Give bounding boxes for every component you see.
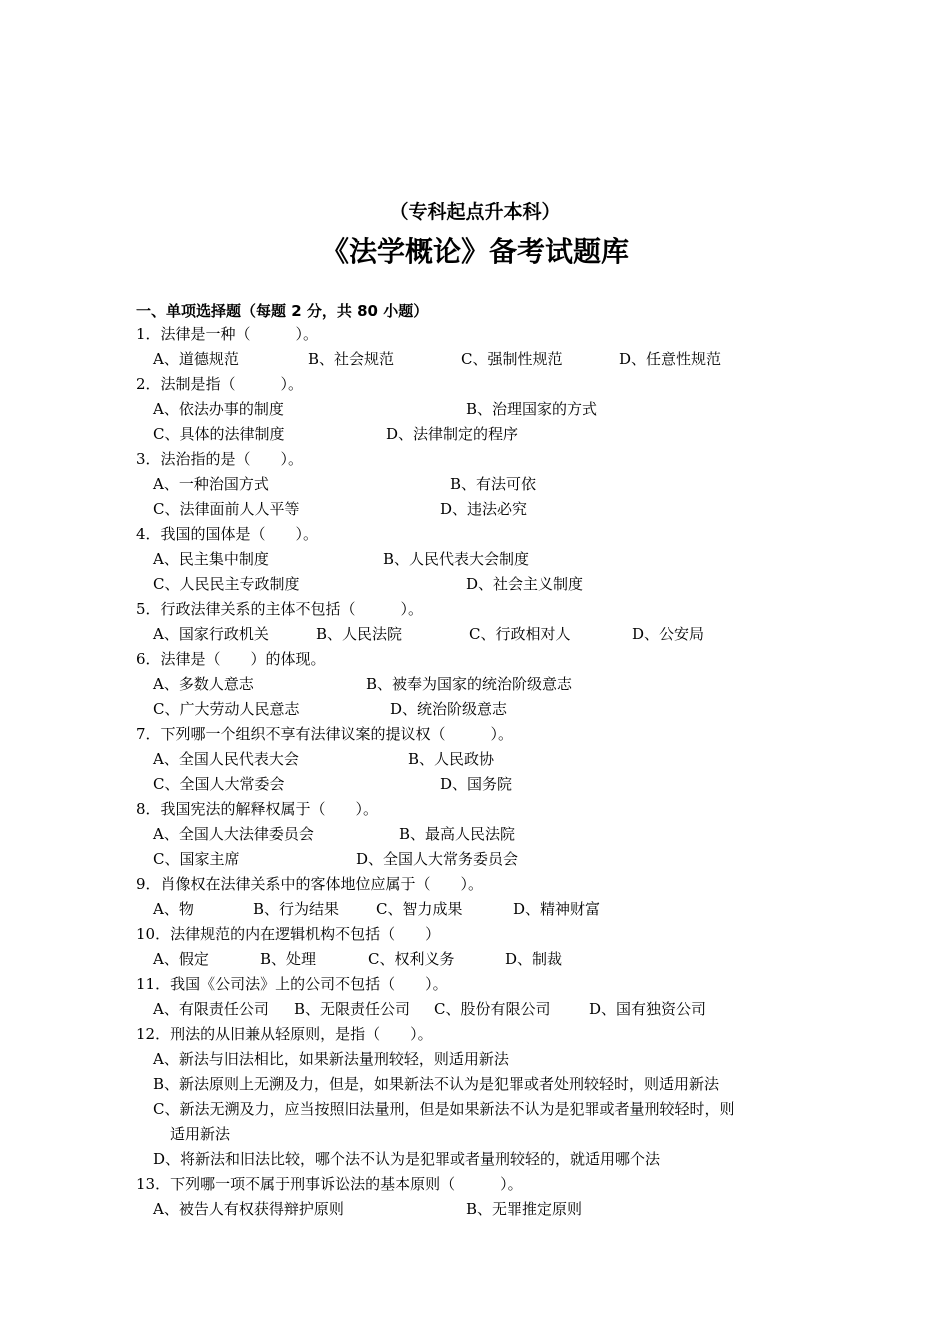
- question-stem: 11．我国《公司法》上的公司不包括（ ）。: [136, 975, 448, 993]
- options-row: [136, 747, 826, 772]
- options-row: [136, 772, 826, 797]
- options-row: [136, 1197, 826, 1222]
- question-stem: 6．法律是（ ）的体现。: [136, 650, 326, 668]
- option-d: D、法律制定的程序: [386, 425, 519, 443]
- option-c: C、具体的法律制度: [153, 425, 285, 443]
- option-c: C、行政相对人: [469, 625, 571, 643]
- option-d: D、国务院: [440, 775, 513, 793]
- options-row: [136, 397, 826, 422]
- option-c: C、国家主席: [153, 850, 240, 868]
- option-a: A、假定: [153, 950, 209, 968]
- option-b: B、新法原则上无溯及力，但是，如果新法不认为是犯罪或者处刑较轻时，则适用新法: [153, 1075, 720, 1093]
- option-a: A、民主集中制度: [153, 550, 269, 568]
- options-row: [136, 897, 826, 922]
- question-stem: 4．我国的国体是（ ）。: [136, 525, 319, 543]
- option-d: D、任意性规范: [619, 350, 722, 368]
- option-b: B、人民政协: [408, 750, 495, 768]
- option-d: D、违法必究: [440, 500, 528, 518]
- options-row: [136, 697, 826, 722]
- section-heading: 一、单项选择题（每题 2 分，共 80 小题）: [136, 302, 429, 320]
- option-d: D、统治阶级意志: [390, 700, 508, 718]
- option-a: A、多数人意志: [153, 675, 254, 693]
- question-stem: 13．下列哪一项不属于刑事诉讼法的基本原则（ ）。: [136, 1175, 523, 1193]
- option-d: D、精神财富: [513, 900, 601, 918]
- option-a: A、有限责任公司: [153, 1000, 269, 1018]
- document-title: 《法学概论》备考试题库: [320, 235, 629, 268]
- option-c: C、法律面前人人平等: [153, 500, 300, 518]
- option-b: B、行为结果: [253, 900, 340, 918]
- option-a: A、全国人民代表大会: [153, 750, 299, 768]
- question-stem: 10．法律规范的内在逻辑机构不包括（ ）: [136, 925, 441, 943]
- option-a: A、被告人有权获得辩护原则: [153, 1200, 344, 1218]
- option-c: C、智力成果: [376, 900, 463, 918]
- option-b: B、最高人民法院: [399, 825, 516, 843]
- option-c: C、人民民主专政制度: [153, 575, 300, 593]
- option-b: B、无限责任公司: [294, 1000, 411, 1018]
- question-stem: 8．我国宪法的解释权属于（ ）。: [136, 800, 379, 818]
- options-row: [136, 422, 826, 447]
- question-stem: 12．刑法的从旧兼从轻原则，是指（ ）。: [136, 1025, 433, 1043]
- question-stem: 5．行政法律关系的主体不包括（ ）。: [136, 600, 424, 618]
- option-a: A、全国人大法律委员会: [153, 825, 314, 843]
- option-a: A、一种治国方式: [153, 475, 269, 493]
- question-stem: 2．法制是指（ ）。: [136, 375, 304, 393]
- option-b: B、社会规范: [308, 350, 395, 368]
- options-row: [136, 947, 826, 972]
- question-stem: 9．肖像权在法律关系中的客体地位应属于（ ）。: [136, 875, 484, 893]
- options-row: [136, 347, 826, 372]
- options-row: [136, 622, 826, 647]
- option-d: D、全国人大常务委员会: [356, 850, 519, 868]
- document-subtitle: （专科起点升本科）: [389, 201, 561, 223]
- option-a: A、依法办事的制度: [153, 400, 284, 418]
- question-stem: 1．法律是一种（ ）。: [136, 325, 319, 343]
- option-a: A、新法与旧法相比，如果新法量刑较轻，则适用新法: [153, 1050, 509, 1068]
- options-row: [136, 497, 826, 522]
- option-c: C、强制性规范: [461, 350, 563, 368]
- option-b: B、人民法院: [316, 625, 403, 643]
- options-row: [136, 572, 826, 597]
- option-d: D、将新法和旧法比较，哪个法不认为是犯罪或者量刑较轻的，就适用哪个法: [153, 1150, 661, 1168]
- option-d: D、社会主义制度: [466, 575, 584, 593]
- option-b: B、被奉为国家的统治阶级意志: [366, 675, 573, 693]
- option-c: C、新法无溯及力，应当按照旧法量刑，但是如果新法不认为是犯罪或者量刑较轻时，则: [153, 1100, 735, 1118]
- option-a: A、物: [153, 900, 194, 918]
- option-c: C、全国人大常委会: [153, 775, 285, 793]
- options-row: [136, 847, 826, 872]
- option-b: B、处理: [260, 950, 317, 968]
- options-row: [136, 997, 826, 1022]
- option-a: A、道德规范: [153, 350, 239, 368]
- option-b: B、有法可依: [450, 475, 537, 493]
- options-row: [136, 472, 826, 497]
- question-stem: 7．下列哪一个组织不享有法律议案的提议权（ ）。: [136, 725, 514, 743]
- option-a: A、国家行政机关: [153, 625, 269, 643]
- option-c-continued: 适用新法: [170, 1125, 231, 1143]
- option-d: D、公安局: [632, 625, 705, 643]
- options-row: [136, 672, 826, 697]
- options-row: [136, 822, 826, 847]
- question-list: [136, 322, 826, 1222]
- option-c: C、广大劳动人民意志: [153, 700, 300, 718]
- option-d: D、国有独资公司: [589, 1000, 707, 1018]
- option-b: B、无罪推定原则: [466, 1200, 583, 1218]
- option-c: C、股份有限公司: [434, 1000, 551, 1018]
- option-b: B、人民代表大会制度: [383, 550, 530, 568]
- options-row: [136, 547, 826, 572]
- option-d: D、制裁: [505, 950, 563, 968]
- option-b: B、治理国家的方式: [466, 400, 598, 418]
- option-c: C、权利义务: [368, 950, 455, 968]
- question-stem: 3．法治指的是（ ）。: [136, 450, 304, 468]
